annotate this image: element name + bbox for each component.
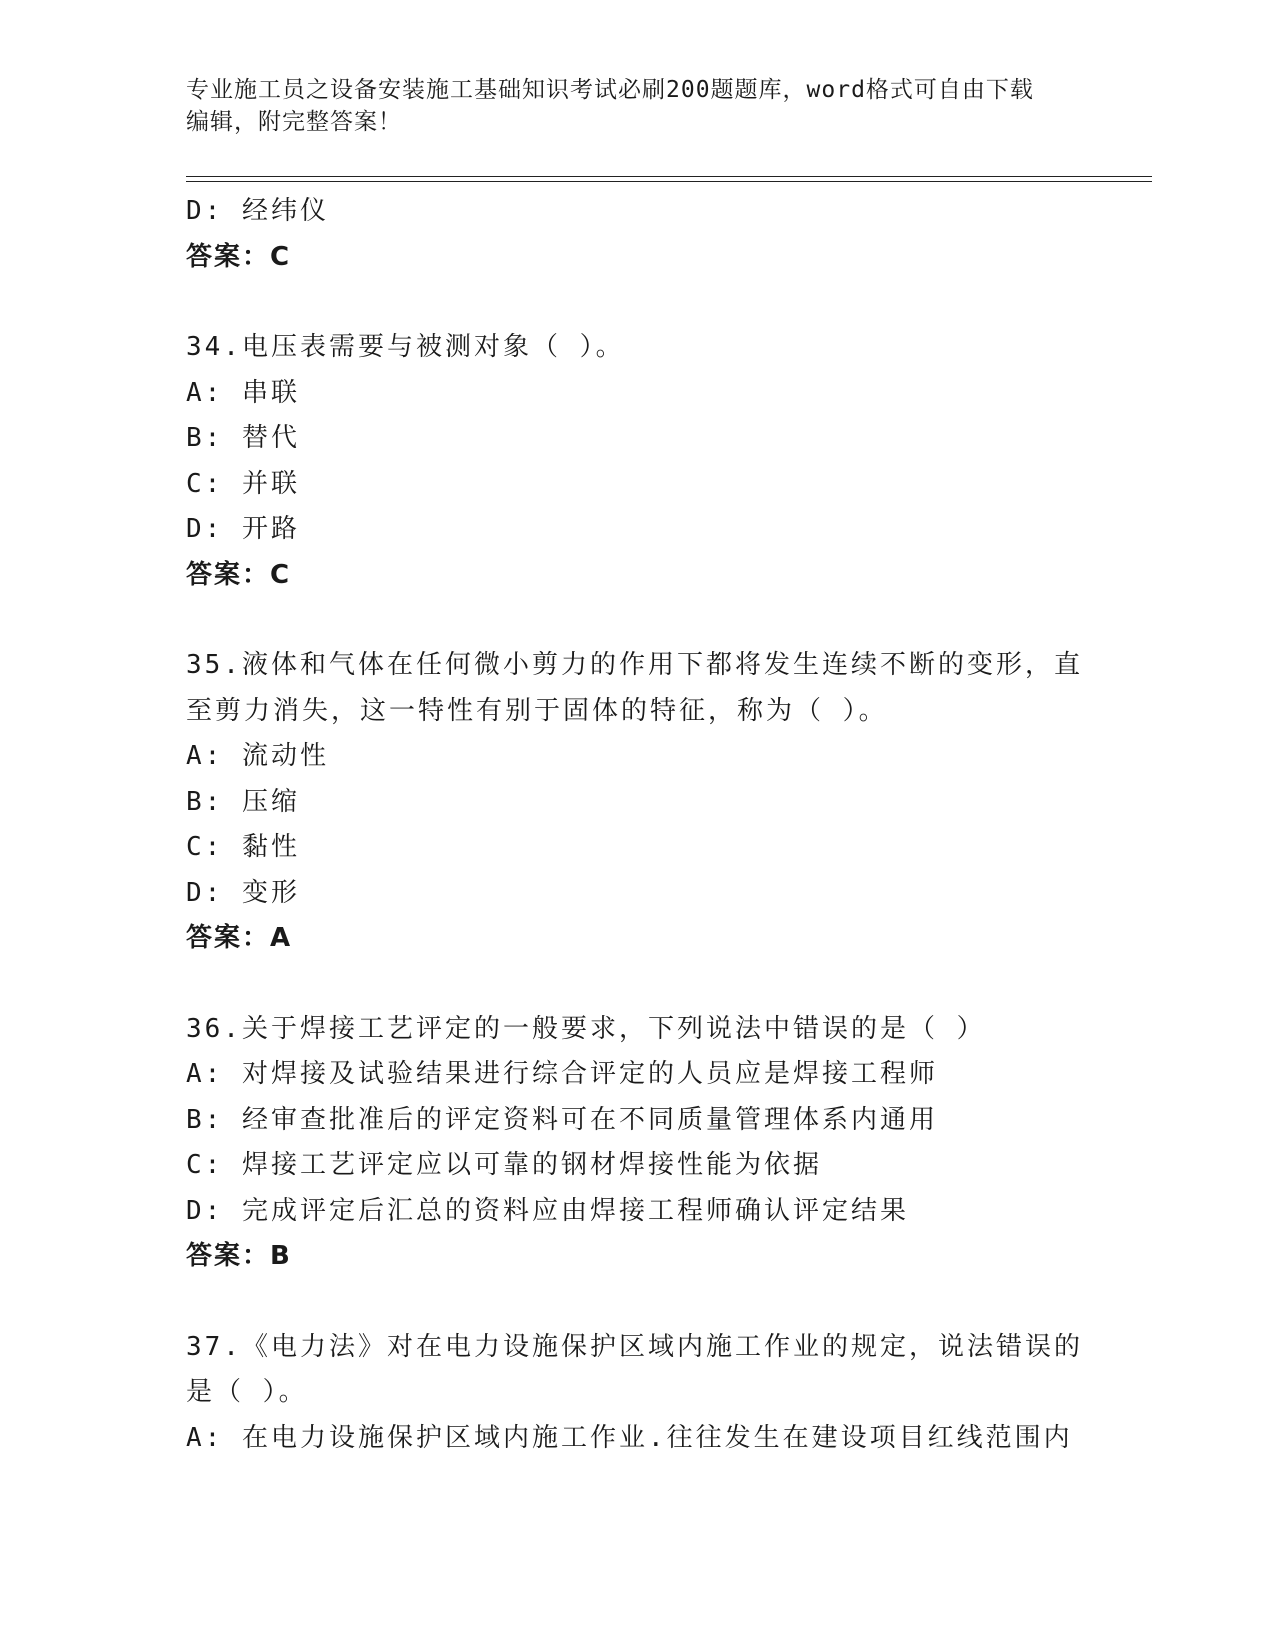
option-c: C: 焊接工艺评定应以可靠的钢材焊接性能为依据: [186, 1150, 822, 1180]
option-a: A: 在电力设施保护区域内施工作业.往往发生在建设项目红线范围内: [186, 1422, 1073, 1453]
question-37: [186, 1325, 1083, 1462]
option-a: A: 流动性: [186, 741, 329, 771]
question-36: [186, 1007, 1066, 1280]
question-stem-line-1: 35.液体和气体在任何微小剪力的作用下都将发生连续不断的变形，直: [186, 650, 1083, 680]
header-title-line-2: 编辑，附完整答案！: [186, 109, 402, 135]
answer-line: 答案：C: [186, 241, 292, 272]
question-list: [186, 189, 1083, 1461]
option-b: B: 压缩: [186, 786, 300, 817]
option-b: B: 替代: [186, 423, 300, 453]
question-stem: 36.关于焊接工艺评定的一般要求，下列说法中错误的是（ ）: [186, 1013, 986, 1044]
option-d: D: 完成评定后汇总的资料应由焊接工程师确认评定结果: [186, 1195, 909, 1226]
question-stem: 34.电压表需要与被测对象（ ）。: [186, 332, 625, 362]
spacer: [186, 1280, 1066, 1325]
spacer: [186, 962, 1066, 1007]
option-c: C: 黏性: [186, 832, 300, 862]
answer-line: 答案：C: [186, 559, 292, 590]
option-b: B: 经审查批准后的评定资料可在不同质量管理体系内通用: [186, 1104, 938, 1135]
answer-line: 答案：B: [186, 1241, 292, 1271]
option-d: D: 开路: [186, 514, 300, 544]
option-c: C: 并联: [186, 468, 300, 499]
spacer: [186, 280, 1066, 325]
question-34: [186, 325, 1066, 598]
question-35: [186, 643, 1083, 962]
option-d: D: 变形: [186, 877, 300, 908]
option-a: A: 串联: [186, 377, 300, 408]
question-stem-line-2: 至剪力消失，这一特性有别于固体的特征，称为（ ）。: [186, 695, 888, 726]
option-a: A: 对焊接及试验结果进行综合评定的人员应是焊接工程师: [186, 1059, 938, 1089]
option-d: D: 经纬仪: [186, 196, 329, 226]
question-33-fragment: [186, 189, 1066, 280]
header-divider-top: [186, 176, 1152, 177]
document-header: [186, 74, 1086, 138]
spacer: [186, 598, 1066, 643]
header-title-line-1: 专业施工员之设备安装施工基础知识考试必刷200题题库，word格式可自由下载: [186, 77, 1034, 103]
answer-line: 答案：A: [186, 923, 293, 953]
header-divider-bottom: [186, 181, 1152, 182]
question-stem-line-2: 是（ ）。: [186, 1377, 308, 1407]
question-stem-line-1: 37.《电力法》对在电力设施保护区域内施工作业的规定，说法错误的: [186, 1331, 1083, 1362]
